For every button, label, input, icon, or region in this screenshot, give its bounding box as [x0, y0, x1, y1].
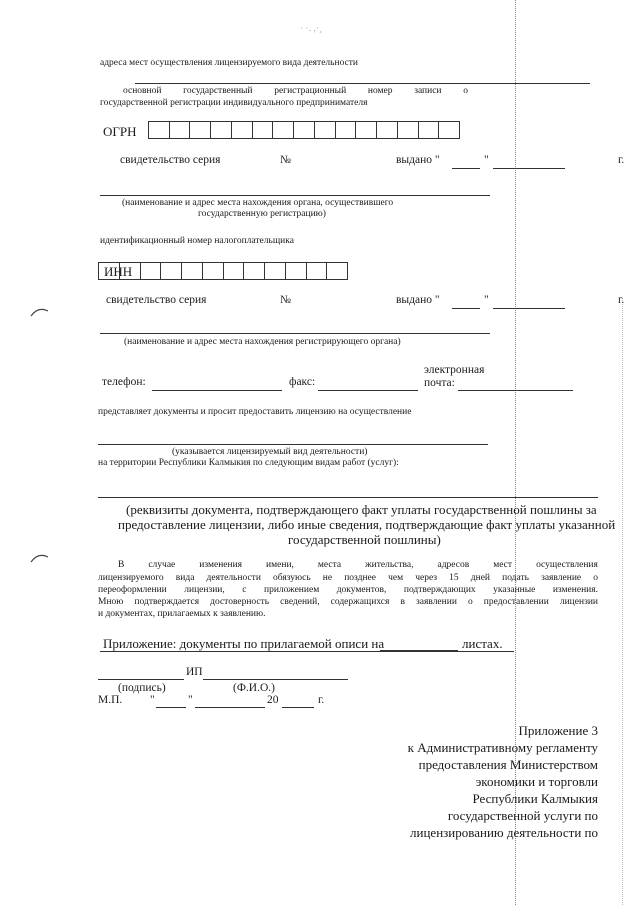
cert2-number-label: №	[280, 294, 291, 306]
cert1-quote: "	[484, 154, 489, 166]
digit-cell[interactable]	[294, 122, 315, 138]
digit-cell[interactable]	[232, 122, 253, 138]
ogrn-label: ОГРН	[103, 124, 137, 139]
digit-cell[interactable]	[141, 263, 162, 279]
digit-cell[interactable]	[161, 263, 182, 279]
binder-hole-mark	[30, 552, 50, 564]
works-list-line[interactable]	[98, 497, 598, 498]
date-day-field[interactable]	[156, 707, 186, 708]
inn-intro: идентификационный номер налогоплательщика	[100, 236, 294, 246]
header-noise: · ·. ,·¸	[300, 24, 323, 34]
appendix-line: экономики и торговли	[475, 774, 598, 789]
activity-type-line[interactable]	[98, 444, 488, 445]
request-text: представляет документы и просит предоставить лицензию на осуществление	[98, 407, 412, 417]
activity-addresses-label: адреса мест осуществления лицензируемого вида деятельности	[100, 58, 359, 68]
digit-cell[interactable]	[307, 263, 328, 279]
reg-body-line[interactable]	[100, 333, 490, 334]
appendix-line: к Административному регламенту	[407, 740, 598, 755]
fax-label: факс:	[289, 376, 316, 388]
cert1-number-label: №	[280, 154, 291, 166]
obligation-line1: В случае изменения имени, места жительства, адресов мест осуществления	[118, 560, 598, 570]
activity-caption: (указывается лицензируемый вид деятельности)	[172, 447, 368, 457]
digit-cell[interactable]	[327, 263, 347, 279]
date-year-field[interactable]	[282, 707, 314, 708]
attachment-text: Приложение: документы по прилагаемой описи на	[103, 636, 385, 651]
cert2-day-field[interactable]	[452, 308, 480, 309]
phone-field[interactable]	[152, 390, 282, 391]
fee-caption-line3: государственной пошлины)	[288, 532, 441, 547]
digit-cell[interactable]	[99, 263, 120, 279]
email-label-line2: почта:	[424, 377, 455, 389]
inn-input-cells[interactable]	[98, 262, 348, 280]
digit-cell[interactable]	[286, 263, 307, 279]
ogrn-intro-line1: основной государственный регистрационный номер записи о	[123, 86, 468, 96]
digit-cell[interactable]	[377, 122, 398, 138]
inn-label: ИНН	[104, 264, 133, 279]
digit-cell[interactable]	[211, 122, 232, 138]
attachment-sheets: листах.	[462, 636, 503, 651]
obligation-line3: переоформлении лицензии, с приложением документов, подтверждающих указанные изменения.	[98, 585, 598, 595]
signature-field[interactable]	[98, 679, 184, 680]
body-name-caption-line1: (наименование и адрес места нахождения органа, осуществившего	[122, 198, 394, 208]
digit-cell[interactable]	[224, 263, 245, 279]
date-year-suffix: г.	[318, 694, 325, 706]
cert1-month-field[interactable]	[493, 168, 565, 169]
fio-caption: (Ф.И.О.)	[233, 682, 275, 694]
fax-field[interactable]	[318, 390, 418, 391]
digit-cell[interactable]	[356, 122, 377, 138]
date-year-prefix: 20	[267, 694, 279, 706]
appendix-line: лицензированию деятельности по	[410, 825, 598, 840]
cert2-issued-label: выдано "	[396, 294, 440, 306]
obligation-line2: лицензируемого вида деятельности обязуюсь не позднее чем через 15 дней подать заявление о	[98, 573, 598, 583]
digit-cell[interactable]	[439, 122, 459, 138]
digit-cell[interactable]	[149, 122, 170, 138]
ogrn-intro-line2: государственной регистрации индивидуального предпринимателя	[100, 98, 368, 108]
sign-caption: (подпись)	[118, 682, 166, 694]
cert2-month-field[interactable]	[493, 308, 565, 309]
scan-fold-line	[622, 300, 623, 905]
appendix-line: предоставления Министерством	[418, 757, 598, 772]
digit-cell[interactable]	[336, 122, 357, 138]
phone-label: телефон:	[102, 376, 146, 388]
cert2-series-label: свидетельство серия	[106, 294, 207, 306]
date-month-field[interactable]	[195, 707, 265, 708]
appendix-line: Приложение 3	[518, 723, 598, 738]
date-quote-open: "	[150, 694, 155, 706]
binder-hole-mark	[30, 306, 50, 318]
digit-cell[interactable]	[244, 263, 265, 279]
cert2-year-suffix: г.	[618, 294, 625, 306]
digit-cell[interactable]	[315, 122, 336, 138]
digit-cell[interactable]	[120, 263, 141, 279]
digit-cell[interactable]	[253, 122, 274, 138]
digit-cell[interactable]	[190, 122, 211, 138]
body-name-caption-line2: государственную регистрацию)	[198, 209, 326, 219]
appendix-line: государственной услуги по	[447, 808, 598, 823]
appendix-block	[408, 722, 598, 841]
cert2-quote: "	[484, 294, 489, 306]
appendix-line: Республики Калмыкия	[472, 791, 598, 806]
digit-cell[interactable]	[182, 263, 203, 279]
ogrn-input-cells[interactable]	[148, 121, 460, 139]
cert1-year-suffix: г.	[618, 154, 625, 166]
digit-cell[interactable]	[398, 122, 419, 138]
fio-field[interactable]	[203, 679, 348, 680]
obligation-line5: и документах, прилагаемых к заявлению.	[98, 609, 266, 619]
mp-label: М.П.	[98, 694, 123, 706]
digit-cell[interactable]	[265, 263, 286, 279]
digit-cell[interactable]	[419, 122, 440, 138]
attachment-underline	[100, 651, 514, 652]
cert1-day-field[interactable]	[452, 168, 480, 169]
registering-body-line[interactable]	[100, 195, 490, 196]
cert1-series-label: свидетельство серия	[120, 154, 221, 166]
ip-label: ИП	[186, 666, 203, 678]
date-quote-close: "	[188, 694, 193, 706]
digit-cell[interactable]	[203, 263, 224, 279]
activity-addresses-line	[135, 83, 590, 84]
email-label-line1: электронная	[424, 364, 485, 376]
territory-text: на территории Республики Калмыкия по следующим видам работ (услуг):	[98, 458, 399, 468]
digit-cell[interactable]	[170, 122, 191, 138]
cert1-issued-label: выдано "	[396, 154, 440, 166]
digit-cell[interactable]	[273, 122, 294, 138]
email-field[interactable]	[458, 390, 573, 391]
fee-caption-line2: предоставление лицензии, либо иные сведения, подтверждающие факт уплаты указанной	[118, 517, 616, 532]
fee-caption-line1: (реквизиты документа, подтверждающего факт уплаты государственной пошлины за	[126, 502, 597, 517]
obligation-line4: Мною подтверждается достоверность сведений, содержащихся в заявлении о предоставлении лицензии	[98, 597, 598, 607]
reg-body-caption: (наименование и адрес места нахождения регистрирующего органа)	[124, 337, 401, 347]
